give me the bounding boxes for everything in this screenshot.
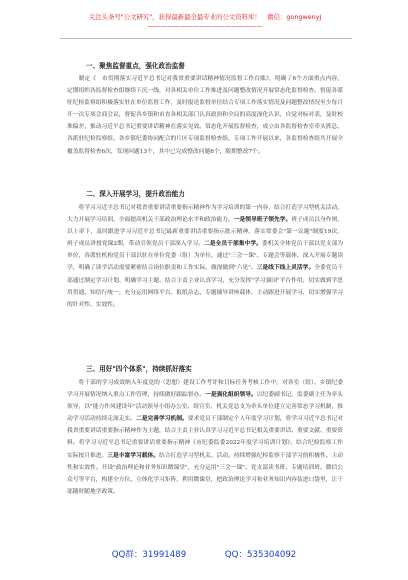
- promo-banner: [40, 13, 370, 31]
- section-heading-3: 三、用好"四个体系"，持续抓好落实: [86, 365, 192, 373]
- paragraph-text: 要求党员干部制定个人年度学习计划，将学习习近平总书记对我省重要讲话重要指示精神作为主题，结合主责主业认真学习习近平总书记相关重要讲话、重要文献、重要资料。将学习习近平总书记重要讲话重要指示精神《市纪委监委2022年度学习培训计划》，结合纪检监察工作实际按月推进。: [67, 416, 343, 459]
- qq-group-text: QQ群：31991489: [111, 550, 187, 560]
- section-paragraph-2: [67, 202, 343, 360]
- divider: [60, 38, 352, 39]
- paragraph-lead-in: 二是全员干部集中学。: [203, 241, 262, 248]
- section-paragraph-1: [67, 73, 343, 183]
- qq-number-text: QQ：535304092: [224, 550, 297, 560]
- promo-banner-dash: ——————————————————: [147, 22, 263, 30]
- paragraph-text: 将干部的学习成效纳入年度党的（思想）建设工作考评和目标任务考核工作中，对各室（组）、乡镇纪委学习开展情况纳入重点工作管理，持续做好跟踪督办。: [67, 380, 343, 399]
- promo-banner-line: 关注头条号"公文研究"，获得最新最全最专业的公文资料库！ 微信：gongwenyj: [88, 13, 322, 21]
- paragraph-text: 全委党员干部通过制定学习计划、明确学习主题、结合主责主业认真学习，充分发挥"学习强国"平台作用，切实做到学思用贯通、知信行统一。充分运用网络平台、报纸杂志、专题辅导讲座载体，主动跟进开展学习，切实增强学习的针对性、实效性。: [67, 265, 343, 308]
- section-paragraph-3: [67, 377, 343, 545]
- paragraph-text: 委机关全体党员干部以党支部为单位，各派驻机构党员干部以驻在单位党委（组）为单位，通过"三会一课"、专题会等载体，深入开展专题读学，明确了谈学活动需要紧密结合岗位职责和工作实际，做深做到"六见"。: [67, 241, 343, 272]
- section-heading-2: 二、深入开展学习，提升政治能力: [86, 190, 185, 198]
- section-heading-1: 一、聚焦监督重点，强化政治监督: [86, 62, 185, 70]
- paragraph-lead-in: 二是完善学习机制。: [136, 416, 188, 423]
- paragraph-lead-in: 一是领导班子领先学。: [233, 217, 292, 224]
- paragraph-lead-in: 三是线下线上灵活学。: [256, 265, 315, 272]
- paragraph-text: 班子成员以身作则，以上率下，及时跟进学习习近平总书记最新重要讲话重要指示批示精神，落实常委会"第一议题"制度19次，班子成员讲授党课2期，带动引领党员干部深入学习。: [67, 217, 343, 248]
- paragraph-lead-in: 三是丰富学习载体。: [107, 452, 159, 459]
- contact-footer: [0, 548, 408, 560]
- paragraph-lead-in: 一是强化组织领导。: [205, 392, 257, 399]
- paragraph-text: 制定《 市贯彻落实习近平总书记对我省重要讲话精神情况监督工作台账》，明确了6个方面重点内容，定期组织各监督检查组继续下沉一线，对各相关单位工作推进及问题整改情况开展常态化监督检查。督促各派驻纪检监察组积极落实驻在单位监督工作，及时报送监督单位结合专项工作落实情况及问题整改情况至少每月开一次专项会商会议，督促各乡镇和市直各相关部门认真政治和全局的高度深化认识，自觉对标对表，及时校准偏差，推动习近平总书记重要讲话精神在落实见效。常态化开展监督检查，成立由各监督检查室牵头抓总、各派驻纪检监察组、各乡镇纪委协同配合的片区专项监督检查组，专项工作开展以来，各监督检查组共开展全覆盖监督检查6次，发现问题13个，其中已完成整改问题6个，限期整改7个。: [67, 76, 343, 155]
- paragraph-text: 以纪委副书记、监委副主任为牵头领导，以"能力作风建设年"活动领导小组办公室、组宣室、机关党总支为牵头单位建立完善常态学习机制，推动学习活动持续走深走实。: [67, 392, 343, 423]
- paragraph-text: 结合打造学习型机关、活动，持续增强纪检监察干部学习的积极性、主动性和实效性。开设"政治理论和业务知识微课堂"，充分运用"三会一课"、党支部读书班、专题培训班、微信公众号等平台，构建全方位、立体化学习矩阵，利用微课堂，把政治理论学习和业务知识内容装进口袋里，让干部随时随地学政策。: [67, 452, 343, 495]
- paragraph-text: 将学习习近平总书记对我省重要讲话重要指示精神作为学习培训的第一内容，结合打造学习型机关活动，大力开展学习培训，全面提高机关干部政治理论水平和政治能力。: [67, 205, 343, 224]
